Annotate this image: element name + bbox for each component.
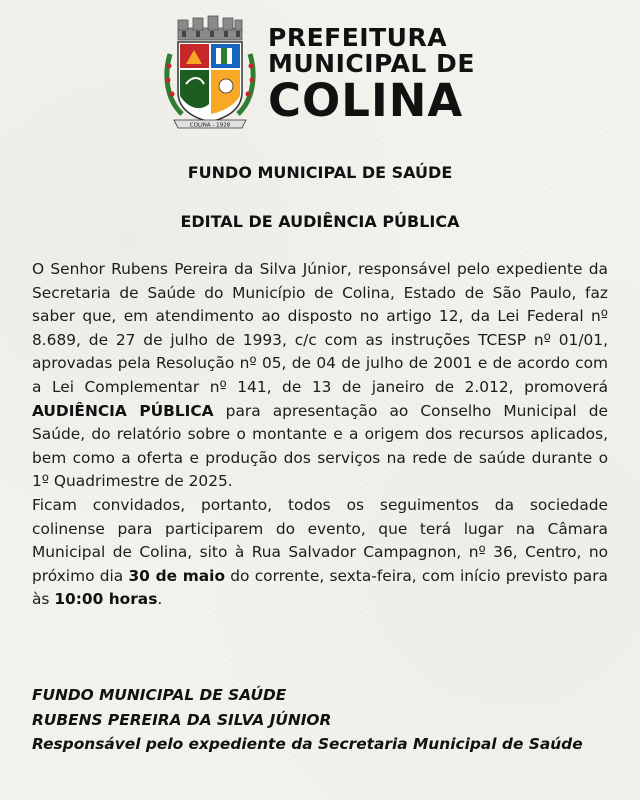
paragraph-2: Ficam convidados, portanto, todos os seguimentos da sociedade colinense para participarem do evento, que terá lugar na Câmara Municipal de Colina, sito à Rua Salvador Campagnon, nº 36, Centro, no próximo dia 30 de maio do corrente, sexta-feira, com início previsto para às 10:00 horas. — [32, 495, 608, 609]
event-time: 10:00 horas — [54, 590, 158, 609]
brand-line-2: MUNICIPAL DE — [268, 49, 475, 78]
signature-org: FUNDO MUNICIPAL DE SAÚDE — [32, 686, 287, 704]
paragraph-1: O Senhor Rubens Pereira da Silva Júnior, responsável pelo expediente da Secretaria de Saúde do Município de Colina, Estado de São Paulo, faz saber que, em atendimento ao disposto no artigo 12, da Lei Federal nº 8.689, de 27 de julho de 1993, c/c com as instruções TCESP nº 01/01, aprovadas pela Resolução nº 05, de 04 de julho de 2001 e de acordo com a Lei Complementar nº 141, de 13 de janeiro de 2.012, promoverá AUDIÊNCIA PÚBLICA para apresentação ao Conselho Municipal de Saúde, do relatório sobre o montante e a origem dos recursos aplicados, bem como a oferta e produção dos serviços na rede de saúde durante o 1º Quadrimestre de 2025. — [32, 260, 608, 491]
org-title: FUNDO MUNICIPAL DE SAÚDE — [187, 163, 453, 182]
signature-block — [32, 683, 608, 757]
brand-line-3: COLINA — [268, 74, 464, 127]
audiencia-publica-bold: AUDIÊNCIA PÚBLICA — [32, 401, 214, 420]
header — [160, 14, 475, 134]
event-date: 30 de maio — [128, 566, 226, 585]
brand-line-1: PREFEITURA — [268, 23, 448, 52]
coat-of-arms-logo — [160, 14, 260, 134]
body-text — [32, 258, 608, 612]
brand-title — [268, 23, 475, 127]
edital-title: EDITAL DE AUDIÊNCIA PÚBLICA — [180, 212, 460, 231]
svg-text:COLINA - 1928: COLINA - 1928 — [189, 122, 231, 129]
signature-name: RUBENS PEREIRA DA SILVA JÚNIOR — [32, 710, 332, 729]
signature-role: Responsável pelo expediente da Secretaria Municipal de Saúde — [32, 735, 583, 753]
